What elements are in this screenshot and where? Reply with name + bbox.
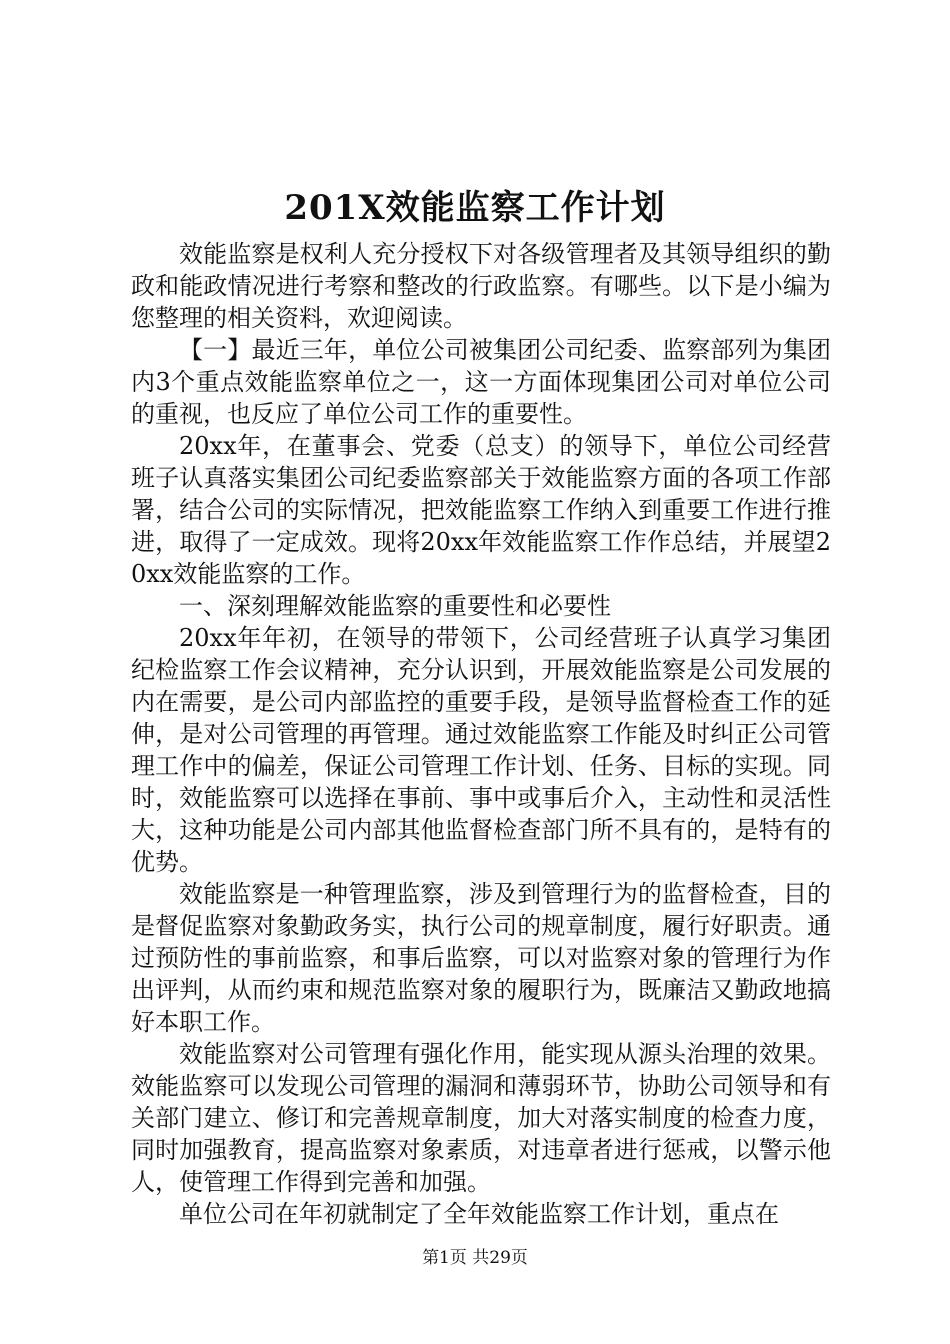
document-body xyxy=(131,238,831,1230)
paragraph-section-one: 【一】最近三年，单位公司被集团公司纪委、监察部列为集团内3个重点效能监察单位之一，这一方面体现集团公司对单位公司的重视，也反应了单位公司工作的重要性。 xyxy=(131,336,831,428)
paragraph-understanding: 20xx年年初，在领导的带领下，公司经营班子认真学习集团纪检监察工作会议精神，充分认识到，开展效能监察是公司发展的内在需要，是公司内部监控的重要手段，是领导监督检查工作的延伸，是对公司管理的再管理。通过效能监察工作能及时纠正公司管理工作中的偏差，保证公司管理工作计划、任务、目标的实现。同时，效能监察可以选择在事前、事中或事后介入，主动性和灵活性大，这种功能是公司内部其他监督检查部门所不具有的，是特有的优势。 xyxy=(131,624,831,876)
paragraph-management-supervision: 效能监察是一种管理监察，涉及到管理行为的监督检查，目的是督促监察对象勤政务实，执行公司的规章制度，履行好职责。通过预防性的事前监察，和事后监察，可以对监察对象的管理行为作出评判，从而约束和规范监察对象的履职行为，既廉洁又勤政地搞好本职工作。 xyxy=(131,880,831,1036)
page-number-footer: 第1页 共29页 xyxy=(422,1248,528,1268)
section-heading-importance: 一、深刻理解效能监察的重要性和必要性 xyxy=(179,592,611,620)
paragraph-intro: 效能监察是权利人充分授权下对各级管理者及其领导组织的勤政和能政情况进行考察和整改的行政监察。有哪些。以下是小编为您整理的相关资料，欢迎阅读。 xyxy=(131,240,831,332)
paragraph-summary: 20xx年，在董事会、党委（总支）的领导下，单位公司经营班子认真落实集团公司纪委监察部关于效能监察方面的各项工作部署，结合公司的实际情况，把效能监察工作纳入到重要工作进行推进，取得了一定成效。现将20xx年效能监察工作作总结，并展望20xx效能监察的工作。 xyxy=(131,432,831,588)
paragraph-strengthening: 效能监察对公司管理有强化作用，能实现从源头治理的效果。效能监察可以发现公司管理的漏洞和薄弱环节，协助公司领导和有关部门建立、修订和完善规章制度，加大对落实制度的检查力度，同时加强教育，提高监察对象素质，对违章者进行惩戒，以警示他人，使管理工作得到完善和加强。 xyxy=(131,1040,831,1196)
document-title: 201X效能监察工作计划 xyxy=(284,188,666,228)
paragraph-annual-plan: 单位公司在年初就制定了全年效能监察工作计划，重点在 xyxy=(179,1200,779,1228)
